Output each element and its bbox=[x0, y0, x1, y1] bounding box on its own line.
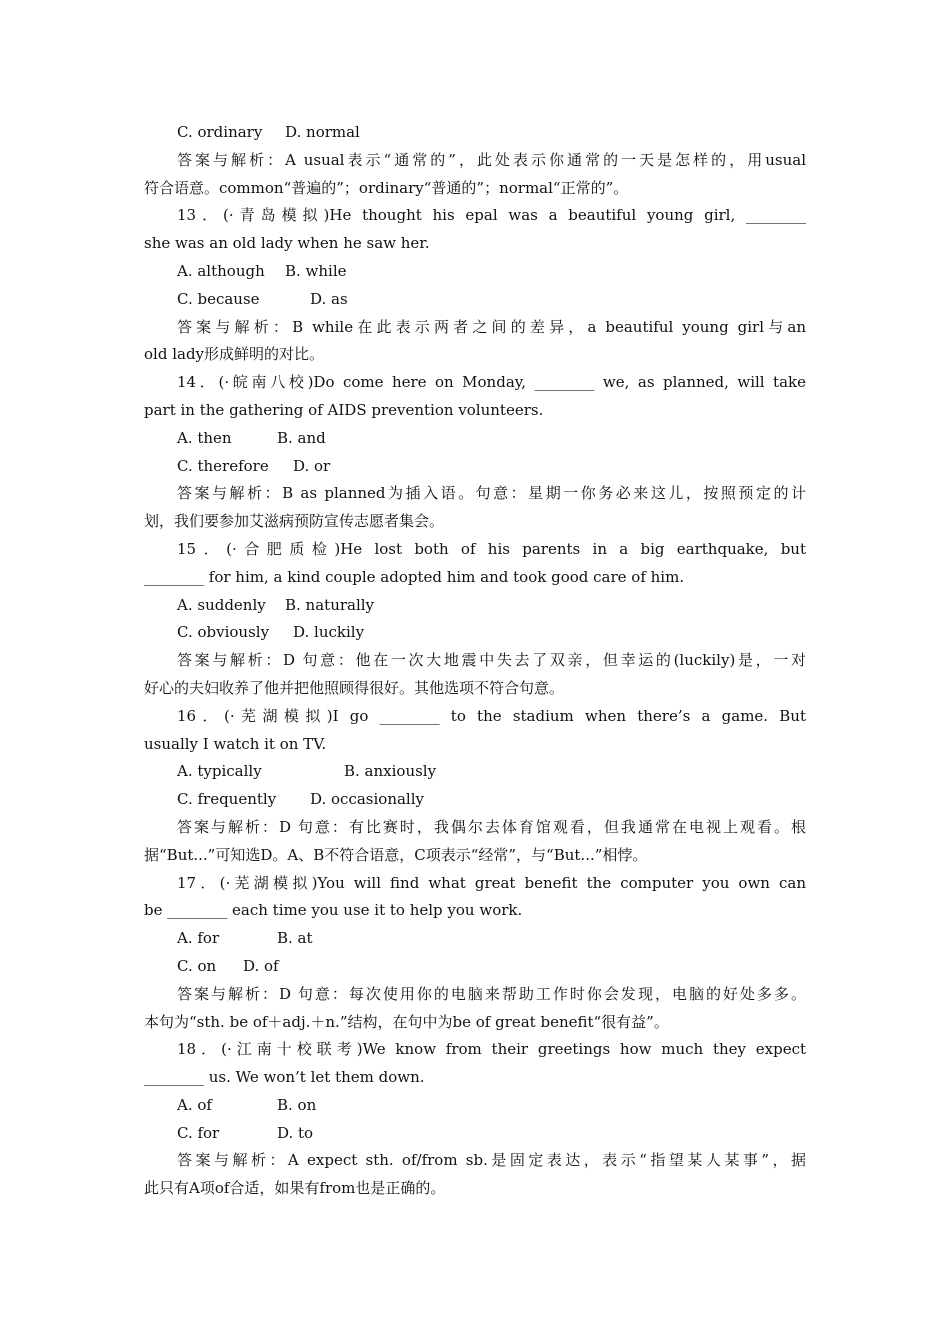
option-text: A. for bbox=[177, 929, 220, 948]
text-line: ________ for him, a kind couple adopted him and took good care of him. bbox=[144, 567, 685, 586]
text-line: part in the gathering of AIDS prevention volunteers. bbox=[144, 400, 544, 419]
answer-options bbox=[144, 286, 806, 314]
answer-options bbox=[144, 953, 806, 981]
option-text: B. at bbox=[277, 929, 313, 948]
option-text: A. typically bbox=[177, 762, 262, 781]
option-text: A. of bbox=[177, 1095, 212, 1114]
answer-explanation: 答案与解析：B as planned为插入语。句意：星期一你务必来这儿，按照预定的计 bbox=[177, 484, 806, 503]
option-text: C. frequently bbox=[177, 790, 277, 809]
option-text: D. luckily bbox=[293, 623, 365, 642]
text-line: 划，我们要参加艾滋病预防宣传志愿者集会。 bbox=[144, 512, 445, 531]
text-line: 好心的夫妇收养了他并把他照顾得很好。其他选项不符合句意。 bbox=[144, 678, 565, 697]
text-line: be ________ each time you use it to help you work. bbox=[144, 901, 523, 920]
text-line: 符合语意。common“普遍的”；ordinary“普通的”；normal“正常的”。 bbox=[144, 178, 629, 197]
option-text: B. naturally bbox=[285, 595, 375, 614]
answer-options bbox=[144, 619, 806, 647]
answer-options bbox=[144, 1120, 806, 1148]
answer-options bbox=[144, 453, 806, 481]
question-text: 15．(·合肥质检)He lost both of his parents in a big earthquake, but bbox=[177, 539, 806, 558]
text-line: ________ us. We won’t let them down. bbox=[144, 1068, 425, 1087]
document-body bbox=[144, 119, 806, 1203]
answer-explanation: 答案与解析：D 句意：他在一次大地震中失去了双亲，但幸运的(luckily)是，一对 bbox=[177, 651, 806, 670]
option-text: C. therefore bbox=[177, 456, 269, 475]
question-text: 13．(·青岛模拟)He thought his epal was a beautiful young girl, ________ bbox=[177, 206, 806, 225]
answer-explanation: 答案与解析：A expect sth. of/from sb.是固定表达，表示“指望某人某事”，据 bbox=[177, 1151, 806, 1170]
option-text: B. on bbox=[277, 1095, 317, 1114]
text-line: 此只有A项of合适，如果有from也是正确的。 bbox=[144, 1179, 446, 1198]
text-line: 据“But...”可知选D。A、B不符合语意，C项表示“经常”，与“But...”相悖。 bbox=[144, 845, 648, 864]
option-text: C. for bbox=[177, 1123, 220, 1142]
answer-explanation: 答案与解析：B while在此表示两者之间的差异，a beautiful young girl与an bbox=[177, 317, 806, 336]
option-text: D. or bbox=[293, 456, 331, 475]
option-text: D. as bbox=[310, 289, 348, 308]
question-text: 17．(·芜湖模拟)You will find what great benefit the computer you own can bbox=[177, 873, 806, 892]
option-text: C. obviously bbox=[177, 623, 270, 642]
answer-explanation: 答案与解析：D 句意：每次使用你的电脑来帮助工作时你会发现，电脑的好处多多。 bbox=[177, 984, 806, 1003]
option-text: D. of bbox=[243, 956, 279, 975]
answer-options bbox=[144, 119, 806, 147]
option-text: B. while bbox=[285, 261, 347, 280]
answer-explanation: 答案与解析：A usual表示“通常的”，此处表示你通常的一天是怎样的，用usual bbox=[177, 150, 806, 169]
option-text: C. ordinary bbox=[177, 123, 263, 141]
option-text: A. then bbox=[177, 428, 232, 447]
answer-options bbox=[144, 592, 806, 620]
option-text: C. because bbox=[177, 289, 260, 308]
answer-options bbox=[144, 786, 806, 814]
option-text: A. although bbox=[177, 261, 265, 280]
question-text: 14．(·皖南八校)Do come here on Monday, ________ we, as planned, will take bbox=[177, 373, 806, 392]
text-line: usually I watch it on TV. bbox=[144, 734, 327, 753]
answer-options bbox=[144, 925, 806, 953]
option-text: B. anxiously bbox=[344, 762, 437, 781]
answer-explanation: 答案与解析：D 句意：有比赛时，我偶尔去体育馆观看，但我通常在电视上观看。根 bbox=[177, 817, 806, 836]
option-text: C. on bbox=[177, 956, 217, 975]
question-text: 18．(·江南十校联考)We know from their greetings how much they expect bbox=[177, 1040, 806, 1059]
option-text: D. to bbox=[277, 1123, 314, 1142]
answer-options bbox=[144, 258, 806, 286]
option-text: A. suddenly bbox=[177, 595, 266, 614]
answer-options bbox=[144, 1092, 806, 1120]
option-text: D. occasionally bbox=[310, 790, 425, 809]
answer-options bbox=[144, 758, 806, 786]
answer-options bbox=[144, 425, 806, 453]
option-text: D. normal bbox=[285, 123, 360, 141]
text-line: she was an old lady when he saw her. bbox=[144, 234, 430, 253]
text-line: old lady形成鲜明的对比。 bbox=[144, 345, 325, 364]
question-text: 16．(·芜湖模拟)I go ________ to the stadium when there’s a game. But bbox=[177, 706, 806, 725]
text-line: 本句为“sth. be of＋adj.＋n.”结构，在句中为be of great benefit“很有益”。 bbox=[144, 1012, 669, 1031]
option-text: B. and bbox=[277, 428, 326, 447]
